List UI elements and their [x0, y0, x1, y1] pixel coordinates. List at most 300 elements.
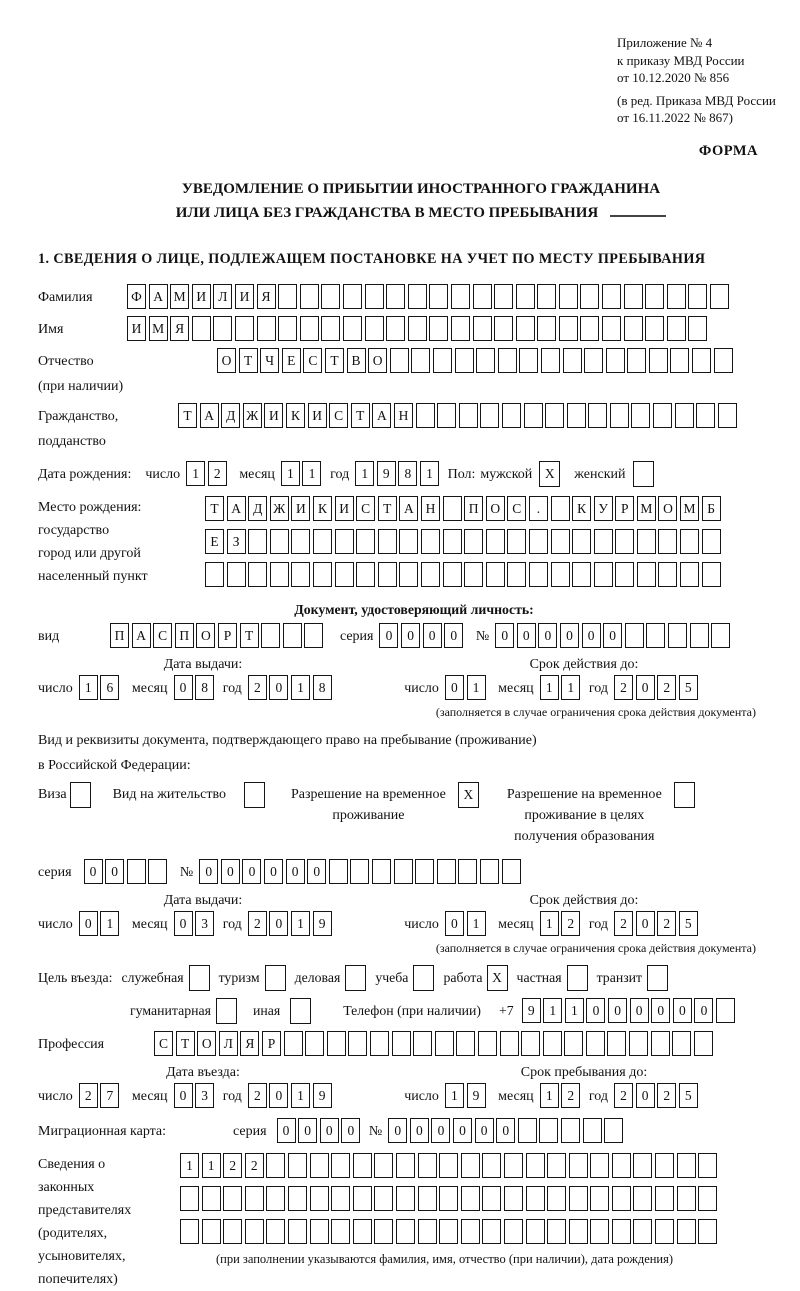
- char-cell[interactable]: 1: [355, 461, 374, 486]
- char-cell[interactable]: [456, 1031, 475, 1056]
- char-cell[interactable]: В: [347, 348, 366, 373]
- char-cell[interactable]: К: [313, 496, 332, 521]
- char-cell[interactable]: [202, 1219, 221, 1244]
- char-cell[interactable]: [343, 284, 362, 309]
- char-cell[interactable]: Н: [421, 496, 440, 521]
- char-cell[interactable]: [439, 1186, 458, 1211]
- char-cell[interactable]: [677, 1153, 696, 1178]
- char-cell[interactable]: [569, 1219, 588, 1244]
- char-cell[interactable]: 0: [84, 859, 103, 884]
- char-cell[interactable]: Т: [325, 348, 344, 373]
- char-cell[interactable]: 1: [540, 911, 559, 936]
- char-cell[interactable]: [677, 1186, 696, 1211]
- char-cell[interactable]: [698, 1153, 717, 1178]
- char-cell[interactable]: 0: [673, 998, 692, 1023]
- char-cell[interactable]: [127, 859, 146, 884]
- char-cell[interactable]: [612, 1219, 631, 1244]
- char-cell[interactable]: [223, 1219, 242, 1244]
- char-cell[interactable]: О: [217, 348, 236, 373]
- char-cell[interactable]: [392, 1031, 411, 1056]
- char-cell[interactable]: 0: [694, 998, 713, 1023]
- char-cell[interactable]: [572, 562, 591, 587]
- char-cell[interactable]: 0: [242, 859, 261, 884]
- char-cell[interactable]: 2: [245, 1153, 264, 1178]
- char-cell[interactable]: [519, 348, 538, 373]
- char-cell[interactable]: [547, 1219, 566, 1244]
- char-cell[interactable]: [365, 316, 384, 341]
- char-cell[interactable]: [461, 1219, 480, 1244]
- char-cell[interactable]: А: [132, 623, 151, 648]
- char-cell[interactable]: [327, 1031, 346, 1056]
- char-cell[interactable]: [537, 284, 556, 309]
- char-cell[interactable]: [653, 403, 672, 428]
- char-cell[interactable]: [348, 1031, 367, 1056]
- char-cell[interactable]: [580, 284, 599, 309]
- char-cell[interactable]: [278, 284, 297, 309]
- char-cell[interactable]: 0: [603, 623, 622, 648]
- char-cell[interactable]: [649, 348, 668, 373]
- char-cell[interactable]: [461, 1153, 480, 1178]
- char-cell[interactable]: 0: [264, 859, 283, 884]
- char-cell[interactable]: 3: [195, 911, 214, 936]
- char-cell[interactable]: С: [356, 496, 375, 521]
- char-cell[interactable]: 0: [445, 911, 464, 936]
- char-cell[interactable]: 0: [79, 911, 98, 936]
- char-cell[interactable]: [698, 1219, 717, 1244]
- char-cell[interactable]: [711, 623, 730, 648]
- char-cell[interactable]: [625, 623, 644, 648]
- purpose-other-checkbox[interactable]: [290, 998, 311, 1024]
- char-cell[interactable]: 1: [420, 461, 439, 486]
- char-cell[interactable]: [537, 316, 556, 341]
- char-cell[interactable]: [504, 1186, 523, 1211]
- char-cell[interactable]: [288, 1186, 307, 1211]
- char-cell[interactable]: [584, 348, 603, 373]
- char-cell[interactable]: [529, 529, 548, 554]
- purpose-humanitarian-checkbox[interactable]: [216, 998, 237, 1024]
- char-cell[interactable]: 0: [105, 859, 124, 884]
- char-cell[interactable]: [437, 859, 456, 884]
- char-cell[interactable]: [291, 562, 310, 587]
- char-cell[interactable]: [451, 316, 470, 341]
- char-cell[interactable]: [458, 859, 477, 884]
- char-cell[interactable]: [543, 1031, 562, 1056]
- char-cell[interactable]: [482, 1186, 501, 1211]
- char-cell[interactable]: [411, 348, 430, 373]
- char-cell[interactable]: [248, 529, 267, 554]
- char-cell[interactable]: [655, 1186, 674, 1211]
- purpose-tourism-checkbox[interactable]: [265, 965, 286, 991]
- char-cell[interactable]: [374, 1153, 393, 1178]
- char-cell[interactable]: [439, 1153, 458, 1178]
- char-cell[interactable]: 0: [636, 675, 655, 700]
- char-cell[interactable]: [482, 1219, 501, 1244]
- char-cell[interactable]: [563, 348, 582, 373]
- char-cell[interactable]: [667, 284, 686, 309]
- char-cell[interactable]: 0: [410, 1118, 429, 1143]
- char-cell[interactable]: [668, 623, 687, 648]
- char-cell[interactable]: [651, 1031, 670, 1056]
- char-cell[interactable]: [646, 623, 665, 648]
- char-cell[interactable]: [658, 562, 677, 587]
- char-cell[interactable]: [561, 1118, 580, 1143]
- char-cell[interactable]: [602, 316, 621, 341]
- char-cell[interactable]: 1: [543, 998, 562, 1023]
- char-cell[interactable]: [370, 1031, 389, 1056]
- char-cell[interactable]: [223, 1186, 242, 1211]
- char-cell[interactable]: М: [637, 496, 656, 521]
- char-cell[interactable]: [418, 1153, 437, 1178]
- char-cell[interactable]: [677, 1219, 696, 1244]
- purpose-private-checkbox[interactable]: [567, 965, 588, 991]
- char-cell[interactable]: 0: [221, 859, 240, 884]
- char-cell[interactable]: [606, 348, 625, 373]
- char-cell[interactable]: 0: [651, 998, 670, 1023]
- char-cell[interactable]: 1: [540, 1083, 559, 1108]
- char-cell[interactable]: Ж: [270, 496, 289, 521]
- char-cell[interactable]: [266, 1186, 285, 1211]
- char-cell[interactable]: 9: [313, 1083, 332, 1108]
- char-cell[interactable]: [413, 1031, 432, 1056]
- char-cell[interactable]: Т: [351, 403, 370, 428]
- char-cell[interactable]: [586, 1031, 605, 1056]
- char-cell[interactable]: 2: [614, 911, 633, 936]
- char-cell[interactable]: [443, 529, 462, 554]
- char-cell[interactable]: 1: [79, 675, 98, 700]
- char-cell[interactable]: [637, 562, 656, 587]
- char-cell[interactable]: [394, 859, 413, 884]
- char-cell[interactable]: [331, 1219, 350, 1244]
- char-cell[interactable]: [615, 562, 634, 587]
- title-blank-underline[interactable]: [610, 201, 666, 217]
- char-cell[interactable]: 0: [269, 911, 288, 936]
- char-cell[interactable]: [624, 316, 643, 341]
- char-cell[interactable]: [270, 529, 289, 554]
- char-cell[interactable]: [396, 1219, 415, 1244]
- char-cell[interactable]: [235, 316, 254, 341]
- char-cell[interactable]: [694, 1031, 713, 1056]
- char-cell[interactable]: 7: [100, 1083, 119, 1108]
- char-cell[interactable]: [310, 1186, 329, 1211]
- char-cell[interactable]: Р: [615, 496, 634, 521]
- char-cell[interactable]: [378, 529, 397, 554]
- char-cell[interactable]: А: [399, 496, 418, 521]
- char-cell[interactable]: О: [196, 623, 215, 648]
- char-cell[interactable]: [714, 348, 733, 373]
- char-cell[interactable]: [353, 1186, 372, 1211]
- temp-residence-education-checkbox[interactable]: [674, 782, 695, 808]
- char-cell[interactable]: З: [227, 529, 246, 554]
- char-cell[interactable]: [539, 1118, 558, 1143]
- char-cell[interactable]: И: [264, 403, 283, 428]
- char-cell[interactable]: [629, 1031, 648, 1056]
- char-cell[interactable]: 2: [657, 675, 676, 700]
- visa-checkbox[interactable]: [70, 782, 91, 808]
- char-cell[interactable]: [627, 348, 646, 373]
- purpose-official-checkbox[interactable]: [189, 965, 210, 991]
- char-cell[interactable]: [633, 1219, 652, 1244]
- char-cell[interactable]: М: [680, 496, 699, 521]
- char-cell[interactable]: [433, 348, 452, 373]
- char-cell[interactable]: Я: [170, 316, 189, 341]
- char-cell[interactable]: [396, 1153, 415, 1178]
- char-cell[interactable]: Р: [218, 623, 237, 648]
- char-cell[interactable]: [645, 284, 664, 309]
- char-cell[interactable]: О: [486, 496, 505, 521]
- char-cell[interactable]: [365, 284, 384, 309]
- char-cell[interactable]: [702, 562, 721, 587]
- char-cell[interactable]: [612, 1153, 631, 1178]
- char-cell[interactable]: [283, 623, 302, 648]
- char-cell[interactable]: П: [464, 496, 483, 521]
- char-cell[interactable]: А: [200, 403, 219, 428]
- purpose-study-checkbox[interactable]: [413, 965, 434, 991]
- char-cell[interactable]: [473, 284, 492, 309]
- residence-permit-checkbox[interactable]: [244, 782, 265, 808]
- char-cell[interactable]: О: [368, 348, 387, 373]
- char-cell[interactable]: [547, 1186, 566, 1211]
- char-cell[interactable]: И: [235, 284, 254, 309]
- char-cell[interactable]: [716, 998, 735, 1023]
- char-cell[interactable]: [429, 316, 448, 341]
- char-cell[interactable]: 1: [291, 911, 310, 936]
- char-cell[interactable]: [500, 1031, 519, 1056]
- char-cell[interactable]: 0: [320, 1118, 339, 1143]
- char-cell[interactable]: [300, 316, 319, 341]
- char-cell[interactable]: .: [529, 496, 548, 521]
- char-cell[interactable]: [526, 1186, 545, 1211]
- char-cell[interactable]: [569, 1153, 588, 1178]
- char-cell[interactable]: 0: [517, 623, 536, 648]
- char-cell[interactable]: 0: [379, 623, 398, 648]
- char-cell[interactable]: 0: [286, 859, 305, 884]
- char-cell[interactable]: Ч: [260, 348, 279, 373]
- char-cell[interactable]: [692, 348, 711, 373]
- char-cell[interactable]: 2: [248, 1083, 267, 1108]
- char-cell[interactable]: [148, 859, 167, 884]
- char-cell[interactable]: Т: [176, 1031, 195, 1056]
- char-cell[interactable]: [688, 316, 707, 341]
- char-cell[interactable]: [353, 1219, 372, 1244]
- female-checkbox[interactable]: [633, 461, 654, 487]
- char-cell[interactable]: [443, 496, 462, 521]
- char-cell[interactable]: [180, 1219, 199, 1244]
- char-cell[interactable]: [680, 562, 699, 587]
- char-cell[interactable]: [202, 1186, 221, 1211]
- char-cell[interactable]: [374, 1219, 393, 1244]
- char-cell[interactable]: 2: [614, 1083, 633, 1108]
- temp-residence-checkbox[interactable]: X: [458, 782, 479, 808]
- char-cell[interactable]: М: [149, 316, 168, 341]
- char-cell[interactable]: Ж: [243, 403, 262, 428]
- char-cell[interactable]: [245, 1219, 264, 1244]
- char-cell[interactable]: [421, 562, 440, 587]
- char-cell[interactable]: [353, 1153, 372, 1178]
- char-cell[interactable]: [559, 316, 578, 341]
- char-cell[interactable]: [478, 1031, 497, 1056]
- char-cell[interactable]: 0: [298, 1118, 317, 1143]
- char-cell[interactable]: [439, 1219, 458, 1244]
- char-cell[interactable]: [356, 529, 375, 554]
- char-cell[interactable]: 0: [341, 1118, 360, 1143]
- char-cell[interactable]: [502, 403, 521, 428]
- char-cell[interactable]: [559, 284, 578, 309]
- char-cell[interactable]: [313, 529, 332, 554]
- char-cell[interactable]: [610, 403, 629, 428]
- char-cell[interactable]: [321, 316, 340, 341]
- char-cell[interactable]: 0: [636, 911, 655, 936]
- char-cell[interactable]: А: [149, 284, 168, 309]
- char-cell[interactable]: [670, 348, 689, 373]
- char-cell[interactable]: С: [329, 403, 348, 428]
- char-cell[interactable]: [335, 562, 354, 587]
- char-cell[interactable]: 1: [565, 998, 584, 1023]
- char-cell[interactable]: [545, 403, 564, 428]
- char-cell[interactable]: 1: [100, 911, 119, 936]
- char-cell[interactable]: 0: [277, 1118, 296, 1143]
- char-cell[interactable]: [526, 1153, 545, 1178]
- char-cell[interactable]: С: [153, 623, 172, 648]
- char-cell[interactable]: 2: [657, 911, 676, 936]
- char-cell[interactable]: 0: [401, 623, 420, 648]
- char-cell[interactable]: [580, 316, 599, 341]
- char-cell[interactable]: К: [286, 403, 305, 428]
- char-cell[interactable]: П: [175, 623, 194, 648]
- char-cell[interactable]: [590, 1219, 609, 1244]
- char-cell[interactable]: [418, 1186, 437, 1211]
- char-cell[interactable]: 8: [313, 675, 332, 700]
- char-cell[interactable]: Л: [213, 284, 232, 309]
- char-cell[interactable]: О: [658, 496, 677, 521]
- char-cell[interactable]: Б: [702, 496, 721, 521]
- char-cell[interactable]: [278, 316, 297, 341]
- char-cell[interactable]: [486, 529, 505, 554]
- char-cell[interactable]: [461, 1186, 480, 1211]
- char-cell[interactable]: 2: [657, 1083, 676, 1108]
- char-cell[interactable]: 0: [496, 1118, 515, 1143]
- char-cell[interactable]: [633, 1186, 652, 1211]
- char-cell[interactable]: Я: [240, 1031, 259, 1056]
- char-cell[interactable]: [415, 859, 434, 884]
- char-cell[interactable]: [594, 529, 613, 554]
- char-cell[interactable]: Т: [178, 403, 197, 428]
- char-cell[interactable]: [590, 1186, 609, 1211]
- char-cell[interactable]: [455, 348, 474, 373]
- char-cell[interactable]: [261, 623, 280, 648]
- char-cell[interactable]: [504, 1153, 523, 1178]
- char-cell[interactable]: [590, 1153, 609, 1178]
- char-cell[interactable]: [416, 403, 435, 428]
- char-cell[interactable]: [390, 348, 409, 373]
- char-cell[interactable]: [702, 529, 721, 554]
- char-cell[interactable]: [551, 529, 570, 554]
- char-cell[interactable]: 0: [269, 1083, 288, 1108]
- char-cell[interactable]: И: [291, 496, 310, 521]
- char-cell[interactable]: [435, 1031, 454, 1056]
- char-cell[interactable]: Ф: [127, 284, 146, 309]
- char-cell[interactable]: [270, 562, 289, 587]
- char-cell[interactable]: И: [127, 316, 146, 341]
- char-cell[interactable]: [516, 284, 535, 309]
- char-cell[interactable]: [329, 859, 348, 884]
- char-cell[interactable]: [374, 1186, 393, 1211]
- char-cell[interactable]: [521, 1031, 540, 1056]
- char-cell[interactable]: 0: [174, 1083, 193, 1108]
- char-cell[interactable]: 0: [608, 998, 627, 1023]
- char-cell[interactable]: 1: [445, 1083, 464, 1108]
- char-cell[interactable]: 1: [467, 911, 486, 936]
- char-cell[interactable]: 0: [431, 1118, 450, 1143]
- purpose-transit-checkbox[interactable]: [647, 965, 668, 991]
- char-cell[interactable]: [604, 1118, 623, 1143]
- char-cell[interactable]: П: [110, 623, 129, 648]
- char-cell[interactable]: Е: [205, 529, 224, 554]
- char-cell[interactable]: [658, 529, 677, 554]
- char-cell[interactable]: [213, 316, 232, 341]
- char-cell[interactable]: [288, 1219, 307, 1244]
- char-cell[interactable]: 0: [444, 623, 463, 648]
- char-cell[interactable]: [482, 1153, 501, 1178]
- char-cell[interactable]: [305, 1031, 324, 1056]
- char-cell[interactable]: [688, 284, 707, 309]
- char-cell[interactable]: [498, 348, 517, 373]
- char-cell[interactable]: [399, 529, 418, 554]
- char-cell[interactable]: 0: [453, 1118, 472, 1143]
- char-cell[interactable]: [266, 1219, 285, 1244]
- char-cell[interactable]: [698, 1186, 717, 1211]
- char-cell[interactable]: [624, 284, 643, 309]
- char-cell[interactable]: [421, 529, 440, 554]
- char-cell[interactable]: О: [197, 1031, 216, 1056]
- char-cell[interactable]: 0: [269, 675, 288, 700]
- char-cell[interactable]: 0: [445, 675, 464, 700]
- char-cell[interactable]: [464, 562, 483, 587]
- char-cell[interactable]: 0: [538, 623, 557, 648]
- char-cell[interactable]: [507, 529, 526, 554]
- char-cell[interactable]: У: [594, 496, 613, 521]
- char-cell[interactable]: 0: [560, 623, 579, 648]
- char-cell[interactable]: 9: [313, 911, 332, 936]
- char-cell[interactable]: 8: [195, 675, 214, 700]
- char-cell[interactable]: [180, 1186, 199, 1211]
- char-cell[interactable]: 0: [307, 859, 326, 884]
- char-cell[interactable]: [594, 562, 613, 587]
- char-cell[interactable]: 1: [202, 1153, 221, 1178]
- char-cell[interactable]: [672, 1031, 691, 1056]
- char-cell[interactable]: [633, 1153, 652, 1178]
- char-cell[interactable]: [680, 529, 699, 554]
- char-cell[interactable]: [480, 403, 499, 428]
- char-cell[interactable]: [227, 562, 246, 587]
- char-cell[interactable]: 5: [679, 1083, 698, 1108]
- char-cell[interactable]: [645, 316, 664, 341]
- char-cell[interactable]: [288, 1153, 307, 1178]
- char-cell[interactable]: Л: [219, 1031, 238, 1056]
- char-cell[interactable]: Т: [378, 496, 397, 521]
- char-cell[interactable]: И: [335, 496, 354, 521]
- char-cell[interactable]: 2: [614, 675, 633, 700]
- char-cell[interactable]: [588, 403, 607, 428]
- char-cell[interactable]: 2: [79, 1083, 98, 1108]
- char-cell[interactable]: [569, 1186, 588, 1211]
- char-cell[interactable]: [192, 316, 211, 341]
- char-cell[interactable]: [507, 562, 526, 587]
- char-cell[interactable]: [607, 1031, 626, 1056]
- char-cell[interactable]: [464, 529, 483, 554]
- char-cell[interactable]: 2: [248, 675, 267, 700]
- char-cell[interactable]: [667, 316, 686, 341]
- char-cell[interactable]: 1: [302, 461, 321, 486]
